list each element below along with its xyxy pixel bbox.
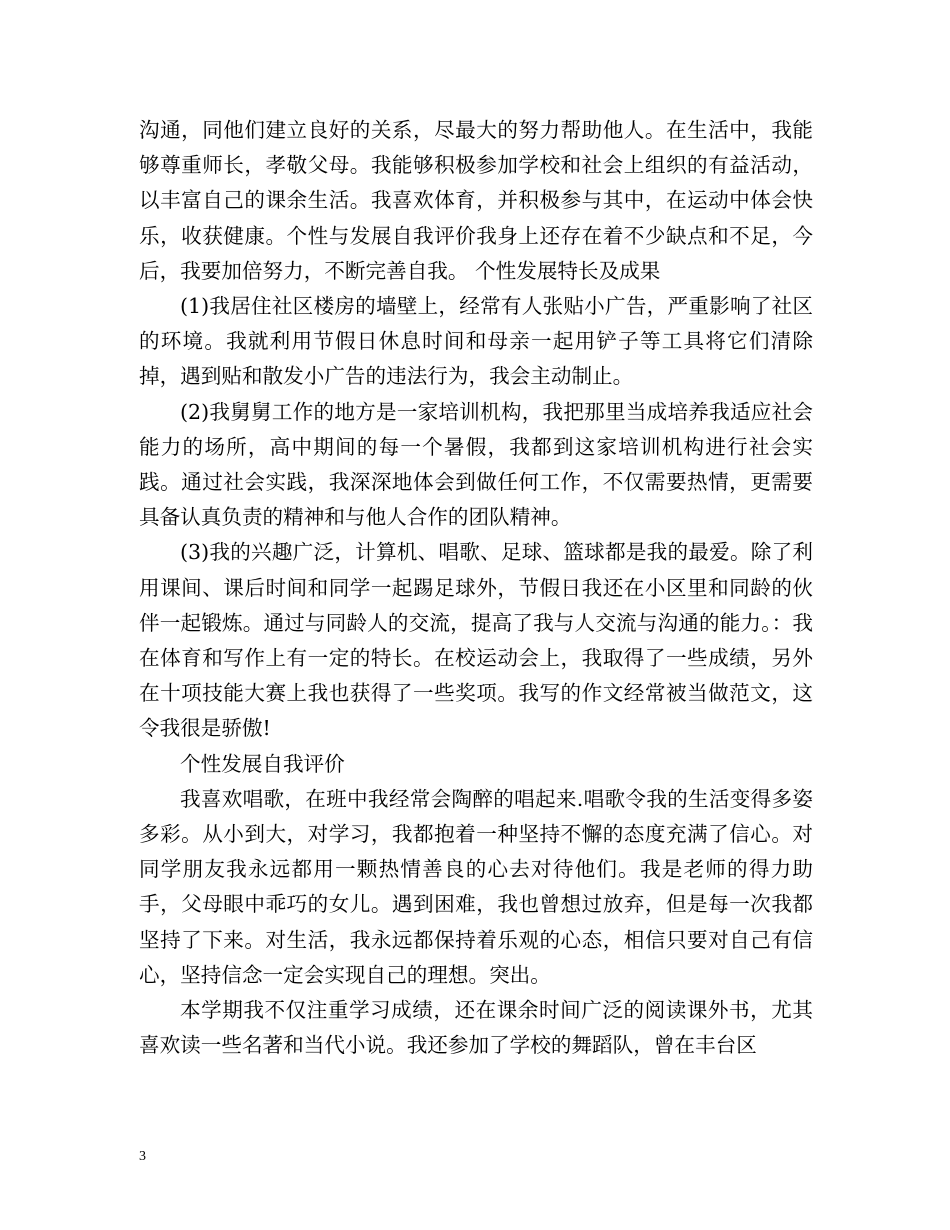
paragraph: (3)我的兴趣广泛，计算机、唱歌、足球、篮球都是我的最爱。除了利用课间、课后时间和同学一起踢足球外，节假日我还在小区里和同龄的伙伴一起锻炼。通过与同龄人的交流，提高了我与人交流与沟通的能力。：我在体育和写作上有一定的特长。在校运动会上，我取得了一些成绩，另外在十项技能大赛上我也获得了一些奖项。我写的作文经常被当做范文，这令我很是骄傲! <box>139 540 813 741</box>
paragraph: 本学期我不仅注重学习成绩，还在课余时间广泛的阅读课外书，尤其喜欢读一些名著和当代小说。我还参加了学校的舞蹈队，曾在丰台区 <box>139 998 813 1058</box>
paragraph: (2)我舅舅工作的地方是一家培训机构，我把那里当成培养我适应社会能力的场所，高中期间的每一个暑假，我都到这家培训机构进行社会实践。通过社会实践，我深深地体会到做任何工作，不仅需要热情，更需要具备认真负责的精神和与他人合作的团队精神。 <box>139 399 813 530</box>
section-heading: 个性发展自我评价 <box>180 751 345 776</box>
document-body <box>139 113 813 1063</box>
page-number: 3 <box>139 1149 146 1164</box>
paragraph: 沟通，同他们建立良好的关系，尽最大的努力帮助他人。在生活中，我能够尊重师长，孝敬父母。我能够积极参加学校和社会上组织的有益活动，以丰富自己的课余生活。我喜欢体育，并积极参与其中，在运动中体会快乐，收获健康。个性与发展自我评价我身上还存在着不少缺点和不足，今后，我要加倍努力，不断完善自我。 个性发展特长及成果 <box>139 118 813 283</box>
paragraph: (1)我居住社区楼房的墙壁上，经常有人张贴小广告，严重影响了社区的环境。我就利用节假日休息时间和母亲一起用铲子等工具将它们清除掉，遇到贴和散发小广告的违法行为，我会主动制止。 <box>139 294 813 389</box>
paragraph: 我喜欢唱歌，在班中我经常会陶醉的唱起来.唱歌令我的生活变得多姿多彩。从小到大，对学习，我都抱着一种坚持不懈的态度充满了信心。对同学朋友我永远都用一颗热情善良的心去对待他们。我是老师的得力助手，父母眼中乖巧的女儿。遇到困难，我也曾想过放弃，但是每一次我都坚持了下来。对生活，我永远都保持着乐观的心态，相信只要对自己有信心，坚持信念一定会实现自己的理想。突出。 <box>139 786 813 987</box>
